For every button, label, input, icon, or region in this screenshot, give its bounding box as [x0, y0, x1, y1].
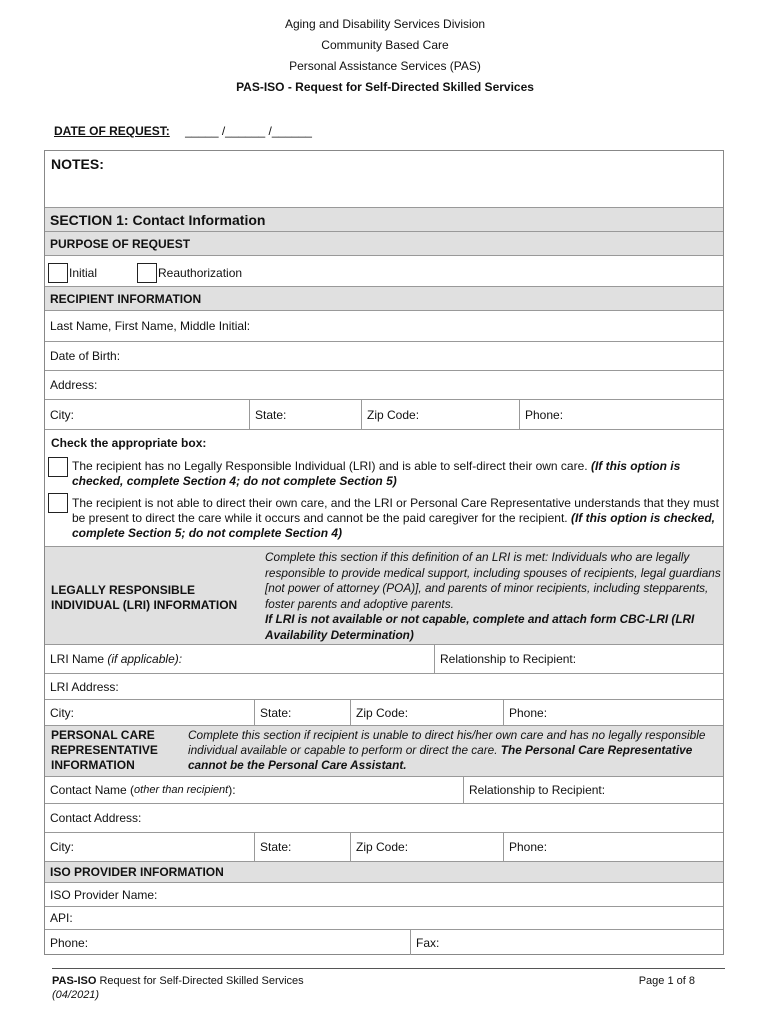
option1-text	[72, 459, 717, 489]
header-division: Aging and Disability Services Division	[284, 17, 486, 31]
pcr-relationship-label: Relationship to Recipient:	[469, 783, 606, 797]
form-title: PAS-ISO - Request for Self-Directed Skilled Services	[236, 80, 534, 94]
option1-text-main: The recipient has no Legally Responsible Individual (LRI) and is able to self-direct their own care.	[72, 459, 588, 473]
iso-phone-label: Phone:	[50, 935, 89, 950]
iso-title: ISO PROVIDER INFORMATION	[50, 865, 224, 879]
pcr-header	[45, 725, 723, 776]
lri-title: LEGALLY RESPONSIBLE INDIVIDUAL (LRI) INFORMATION	[51, 583, 238, 612]
recipient-phone-label: Phone:	[525, 407, 564, 422]
date-of-request-field[interactable]: _____ /______ /______	[185, 124, 312, 138]
recipient-name-label: Last Name, First Name, Middle Initial:	[50, 319, 251, 333]
lri-address-row[interactable]	[45, 673, 723, 699]
recipient-address-row[interactable]	[45, 370, 723, 399]
lri-relationship-label: Relationship to Recipient:	[440, 652, 577, 666]
lri-city-field[interactable]	[45, 700, 254, 725]
lri-city-row	[45, 699, 723, 725]
iso-name-row[interactable]	[45, 882, 723, 906]
recipient-header	[45, 286, 723, 310]
iso-fax-field[interactable]	[410, 930, 723, 955]
pcr-title: PERSONAL CARE REPRESENTATIVE INFORMATION	[51, 728, 158, 772]
recipient-city-row	[45, 399, 723, 429]
pcr-phone-label: Phone:	[509, 840, 548, 854]
pcr-name-italic: other than recipient	[134, 784, 229, 796]
lri-description	[265, 550, 725, 643]
no-lri-self-direct-checkbox[interactable]	[48, 457, 68, 477]
lri-state-field[interactable]	[254, 700, 350, 725]
initial-checkbox[interactable]	[48, 263, 68, 283]
pcr-phone-field[interactable]	[503, 833, 723, 861]
pcr-city-row	[45, 832, 723, 861]
pcr-name-field[interactable]	[45, 777, 463, 803]
recipient-name-row[interactable]	[45, 310, 723, 341]
pcr-city-field[interactable]	[45, 833, 254, 861]
recipient-dob-label: Date of Birth:	[50, 349, 121, 363]
header-program: Community Based Care	[321, 38, 449, 52]
pcr-zip-field[interactable]	[350, 833, 503, 861]
lri-relationship-field[interactable]	[434, 645, 723, 673]
recipient-phone-field[interactable]	[519, 400, 723, 429]
lri-phone-label: Phone:	[509, 705, 548, 720]
option1-instruction: (If this option is checked, complete Section 4; do not complete Section 5)	[72, 459, 681, 488]
purpose-title: PURPOSE OF REQUEST	[50, 236, 191, 251]
section1-header	[45, 207, 723, 231]
recipient-city-label: City:	[50, 407, 74, 422]
reauthorization-checkbox[interactable]	[137, 263, 157, 283]
recipient-city-field[interactable]	[45, 400, 249, 429]
footer-form-title: Request for Self-Directed Skilled Services	[99, 975, 304, 987]
recipient-state-label: State:	[255, 407, 287, 422]
option2-text	[72, 496, 722, 541]
pcr-city-label: City:	[50, 840, 74, 854]
page-footer	[52, 968, 725, 1001]
recipient-title: RECIPIENT INFORMATION	[50, 291, 202, 306]
footer-form-code: PAS-ISO	[52, 975, 97, 987]
lri-zip-field[interactable]	[350, 700, 503, 725]
lri-description-text: Complete this section if this definition of an LRI is met: Individuals who are legally responsible to provide medical support, including spouses of recipients, legal guardians [not power of attorney (POA)], and parents of minor recipients, including stepparents, foster parents and adoptive parents.	[265, 550, 721, 611]
lri-name-row	[45, 644, 723, 673]
lri-zip-label: Zip Code:	[356, 705, 409, 720]
notes-label: NOTES:	[51, 156, 104, 172]
purpose-row	[45, 255, 723, 286]
lri-city-label: City:	[50, 705, 74, 720]
lri-address-label: LRI Address:	[50, 679, 119, 694]
lri-description-bold: If LRI is not available or not capable, complete and attach form CBC-LRI (LRI Availability Determination)	[265, 612, 695, 642]
option2-instruction: (If this option is checked, complete Section 5; do not complete Section 4)	[72, 511, 715, 540]
pcr-description-text: Complete this section if recipient is unable to direct his/her own care and has no legally responsible individual available or capable to perform or direct the care.	[188, 728, 706, 757]
recipient-dob-row[interactable]	[45, 341, 723, 370]
pcr-state-field[interactable]	[254, 833, 350, 861]
pcr-description	[188, 728, 723, 773]
header-pas: Personal Assistance Services (PAS)	[289, 59, 481, 73]
notes-row[interactable]	[45, 151, 723, 207]
pcr-zip-label: Zip Code:	[356, 840, 409, 854]
lri-state-label: State:	[260, 705, 292, 720]
iso-header	[45, 861, 723, 882]
pcr-address-label: Contact Address:	[50, 811, 142, 825]
request-form	[44, 150, 724, 955]
lri-name-field[interactable]	[45, 645, 434, 673]
iso-api-label: API:	[50, 911, 73, 925]
date-of-request-label: DATE OF REQUEST:	[54, 124, 170, 138]
initial-label: Initial	[69, 266, 98, 280]
iso-api-row[interactable]	[45, 906, 723, 929]
check-title: Check the appropriate box:	[51, 436, 207, 450]
lri-name-label: LRI Name	[50, 652, 105, 666]
iso-phone-row	[45, 929, 723, 955]
footer-page-number: Page 1 of 8	[638, 975, 695, 987]
date-of-request	[54, 124, 312, 138]
footer-revision: (04/2021)	[52, 989, 100, 1001]
pcr-address-row[interactable]	[45, 803, 723, 832]
section1-title: SECTION 1: Contact Information	[50, 211, 266, 228]
iso-fax-label: Fax:	[416, 935, 440, 950]
pcr-relationship-field[interactable]	[463, 777, 723, 803]
recipient-zip-label: Zip Code:	[367, 407, 420, 422]
iso-name-label: ISO Provider Name:	[50, 887, 158, 902]
footer-form-name	[52, 975, 304, 987]
lri-header	[45, 546, 723, 644]
recipient-state-field[interactable]	[249, 400, 361, 429]
lri-phone-field[interactable]	[503, 700, 723, 725]
purpose-header	[45, 231, 723, 255]
recipient-address-label: Address:	[50, 378, 98, 392]
pcr-name-end: ):	[228, 783, 236, 797]
recipient-zip-field[interactable]	[361, 400, 519, 429]
reauthorization-label: Reauthorization	[158, 266, 243, 280]
pcr-name-row	[45, 776, 723, 803]
option2-text-main: The recipient is not able to direct their own care, and the LRI or Personal Care Representative understands that they must be present to direct the care while it occurs and cannot be the paid caregiver for the recipient.	[72, 496, 720, 525]
iso-phone-field[interactable]	[45, 930, 410, 955]
pcr-name-label: Contact Name (	[50, 783, 135, 797]
lri-or-pcr-directs-checkbox[interactable]	[48, 493, 68, 513]
lri-name-suffix: (if applicable):	[107, 652, 183, 666]
pcr-description-bold: The Personal Care Representative cannot be the Personal Care Assistant.	[188, 743, 693, 772]
check-options	[45, 429, 723, 546]
pcr-state-label: State:	[260, 840, 292, 854]
